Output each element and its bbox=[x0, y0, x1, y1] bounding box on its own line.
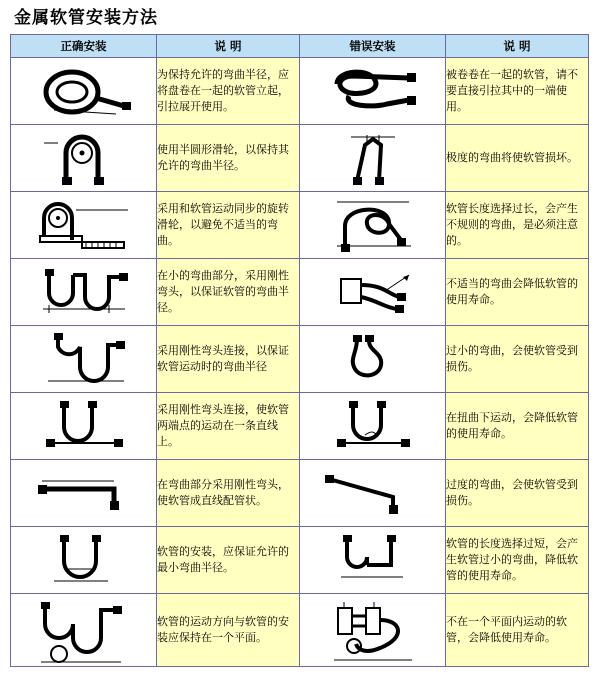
table-header-row bbox=[11, 35, 589, 58]
excessive-bend-elbow-icon bbox=[300, 469, 445, 517]
table-body bbox=[11, 58, 589, 667]
table-row bbox=[11, 58, 589, 125]
min-bend-radius-u-figure bbox=[11, 527, 157, 594]
same-plane-motion-figure bbox=[11, 594, 157, 667]
same-plane-motion-icon bbox=[11, 594, 156, 666]
coiled-hose-pulled-figure bbox=[300, 58, 446, 125]
installation-methods-table bbox=[10, 34, 589, 667]
row-correct-description: 采用和软管运动同步的旋转滑轮，以避免不适当的弯曲。 bbox=[157, 192, 300, 259]
table-row bbox=[11, 460, 589, 527]
table-row bbox=[11, 326, 589, 393]
header-correct-install: 正确安装 bbox=[11, 35, 157, 58]
coiled-hose-upright-icon bbox=[11, 62, 156, 120]
too-small-bend-s-icon bbox=[300, 329, 445, 389]
improper-bend-block-icon bbox=[300, 263, 445, 321]
straight-pipe-with-elbow-figure bbox=[11, 460, 157, 527]
row-wrong-description: 过度的弯曲，会使软管受到损伤。 bbox=[446, 460, 589, 527]
table-row bbox=[11, 594, 589, 667]
row-wrong-description: 过小的弯曲，会使软管受到损伤。 bbox=[446, 326, 589, 393]
rigid-elbow-straight-line-figure bbox=[11, 393, 157, 460]
rigid-elbow-u-bend-icon bbox=[11, 329, 156, 389]
row-wrong-description: 被卷卷在一起的软管，请不要直接引拉其中的一端使用。 bbox=[446, 58, 589, 125]
straight-pipe-with-elbow-icon bbox=[11, 469, 156, 517]
table-header bbox=[11, 35, 589, 58]
row-correct-description: 采用刚性弯头连接，使软管两端点的运动在一条直线上。 bbox=[157, 393, 300, 460]
row-wrong-description: 不在一个平面内运动的软管，会降低使用寿命。 bbox=[446, 594, 589, 667]
row-correct-description: 为保持允许的弯曲半径，应将盘卷在一起的软管立起，引拉展开使用。 bbox=[157, 58, 300, 125]
row-wrong-description: 软管的长度选择过短，会产生软管过小的弯曲，降低软管的使用寿命。 bbox=[446, 527, 589, 594]
page-title: 金属软管安装方法 bbox=[14, 8, 158, 28]
out-of-plane-motion-figure bbox=[300, 594, 446, 667]
semicircular-sheave-figure bbox=[11, 125, 157, 192]
row-wrong-description: 不适当的弯曲会降低软管的使用寿命。 bbox=[446, 259, 589, 326]
twisting-u-bend-icon bbox=[300, 397, 445, 455]
row-correct-description: 使用半圆形滑轮，以保持其允许的弯曲半径。 bbox=[157, 125, 300, 192]
row-wrong-description: 软管长度选择过长，会产生不规则的弯曲，是必须注意的。 bbox=[446, 192, 589, 259]
too-small-bend-s-figure bbox=[300, 326, 446, 393]
rotating-sheave-with-chain-figure bbox=[11, 192, 157, 259]
rigid-elbow-small-bend-icon bbox=[11, 263, 156, 321]
min-bend-radius-u-icon bbox=[11, 531, 156, 589]
rigid-elbow-u-bend-figure bbox=[11, 326, 157, 393]
rigid-elbow-small-bend-figure bbox=[11, 259, 157, 326]
overlong-hose-loop-icon bbox=[300, 196, 445, 254]
header-correct-desc: 说 明 bbox=[157, 35, 300, 58]
too-long-hose-bracket-figure bbox=[300, 527, 446, 594]
table-row bbox=[11, 527, 589, 594]
row-correct-description: 软管的安装，应保证允许的最小弯曲半径。 bbox=[157, 527, 300, 594]
row-correct-description: 在弯曲部分采用刚性弯头，使软管成直线配管状。 bbox=[157, 460, 300, 527]
header-wrong-desc: 说 明 bbox=[446, 35, 589, 58]
rigid-elbow-straight-line-icon bbox=[11, 397, 156, 455]
table-row bbox=[11, 393, 589, 460]
table-row bbox=[11, 125, 589, 192]
row-correct-description: 采用刚性弯头连接，以保证软管运动时的弯曲半径 bbox=[157, 326, 300, 393]
header-wrong-install: 错误安装 bbox=[300, 35, 446, 58]
row-correct-description: 软管的运动方向与软管的安装应保持在一个平面。 bbox=[157, 594, 300, 667]
sharp-bend-over-edge-icon bbox=[300, 129, 445, 187]
row-wrong-description: 极度的弯曲将使软管损坏。 bbox=[446, 125, 589, 192]
improper-bend-block-figure bbox=[300, 259, 446, 326]
table-row bbox=[11, 259, 589, 326]
semicircular-sheave-icon bbox=[11, 129, 156, 187]
row-correct-description: 在小的弯曲部分，采用刚性弯头，以保证软管的弯曲半径。 bbox=[157, 259, 300, 326]
table-row bbox=[11, 192, 589, 259]
row-wrong-description: 在扭曲下运动，会降低软管的使用寿命。 bbox=[446, 393, 589, 460]
rotating-sheave-with-chain-icon bbox=[11, 196, 156, 254]
sharp-bend-over-edge-figure bbox=[300, 125, 446, 192]
coiled-hose-upright-figure bbox=[11, 58, 157, 125]
excessive-bend-elbow-figure bbox=[300, 460, 446, 527]
twisting-u-bend-figure bbox=[300, 393, 446, 460]
overlong-hose-loop-figure bbox=[300, 192, 446, 259]
coiled-hose-pulled-icon bbox=[300, 62, 445, 120]
out-of-plane-motion-icon bbox=[300, 594, 445, 666]
too-long-hose-bracket-icon bbox=[300, 531, 445, 589]
